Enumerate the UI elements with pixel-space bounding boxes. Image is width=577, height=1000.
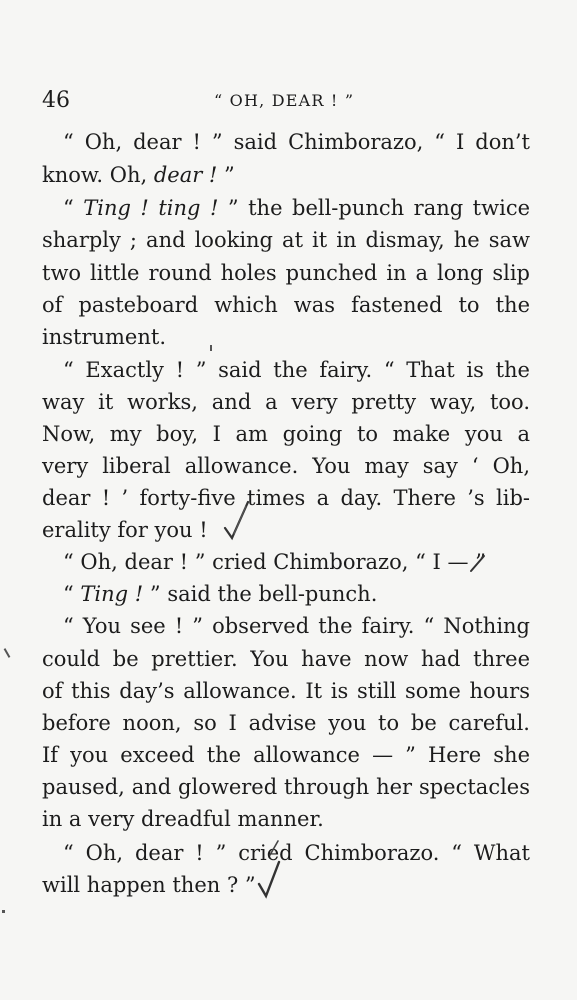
text-line: of pasteboard which was fastened to the (42, 293, 530, 317)
text-line: “ Exactly ! ” said the fairy. “ That is the (63, 358, 530, 382)
text-line: “ Oh, dear ! ” cried Chimborazo, “ I — ” (63, 550, 486, 574)
pencil-checkmark-icon (256, 858, 282, 902)
text-line: “ Ting ! ” said the bell-punch. (63, 582, 378, 606)
text-line: before noon, so I advise you to be careful. (42, 711, 530, 735)
text-line: If you exceed the allowance — ” Here she (42, 743, 530, 767)
text-line: dear ! ’ forty-five times a day. There ’s lib- (42, 486, 530, 510)
text-line: paused, and glowered through her spectacles (42, 775, 530, 799)
text-line: could be prettier. You have now had three (42, 647, 530, 671)
text-line: of this day’s allowance. It is still some hours (42, 679, 530, 703)
running-head (42, 86, 535, 116)
text-line: instrument. (42, 325, 167, 349)
stray-dot (2, 910, 5, 913)
pencil-slash-icon (468, 553, 488, 575)
text-line: Now, my boy, I am going to make you a (42, 422, 530, 446)
pencil-tick-icon (267, 838, 281, 858)
italic-text: Ting ! (80, 582, 144, 606)
text-line: “ You see ! ” observed the fairy. “ Nothing (63, 614, 530, 638)
stray-dot (210, 345, 212, 351)
text-line: in a very dreadful manner. (42, 807, 324, 831)
pencil-checkmark-icon (222, 498, 252, 544)
text-line: know. Oh, dear ! ” (42, 163, 235, 187)
text-line: very liberal allowance. You may say ‘ Oh, (42, 454, 530, 478)
text-line: erality for you ! (42, 518, 208, 542)
text-line: “ Oh, dear ! ” cried Chimborazo. “ What (63, 841, 530, 865)
text-line: “ Ting ! ting ! ” the bell-punch rang twice (63, 196, 531, 220)
italic-text: dear ! (153, 163, 218, 187)
page-number: 46 (42, 88, 70, 113)
running-title: “ OH, DEAR ! ” (214, 91, 355, 110)
text-line: sharply ; and looking at it in dismay, he saw (42, 228, 530, 252)
italic-text: Ting ! ting ! (83, 196, 219, 220)
text-line: way it works, and a very pretty way, too. (42, 390, 530, 414)
text-line: “ Oh, dear ! ” said Chimborazo, “ I don’t (63, 130, 530, 154)
text-line: two little round holes punched in a long slip (42, 261, 530, 285)
stray-dot (4, 648, 11, 658)
text-line: will happen then ? ” (42, 873, 256, 897)
